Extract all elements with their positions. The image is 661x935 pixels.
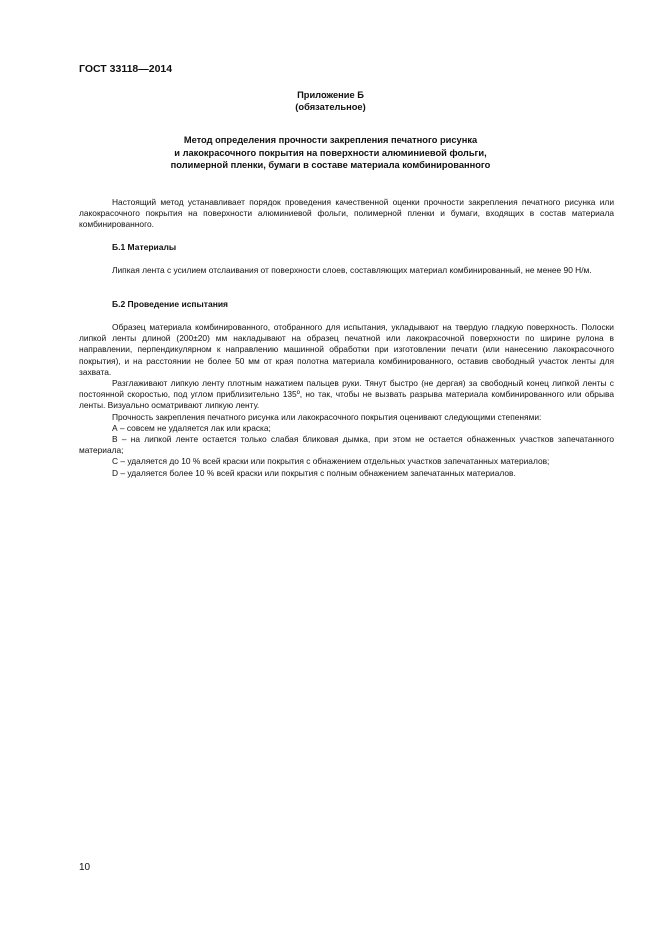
- annex-status: (обязательное): [295, 102, 366, 112]
- section-1-body: [79, 265, 614, 276]
- section-2-paragraph-1: Образец материала комбинированного, отобранного для испытания, укладывают на твердую гладкую поверхность. Полоски липкой ленты длиной (200±20) мм накладывают на образец печатной или лакокрасочной поверхности по ширине рулона в направлении, перпендикулярном к направлению машинной обработки при изготовлении печати (или нанесению лакокрасочного покрытия), и на расстоянии не более 50 мм от края полотна материала комбинированного, оставив свободный участок ленты для захвата.: [79, 322, 614, 377]
- section-2-paragraph-3: Прочность закрепления печатного рисунка или лакокрасочного покрытия оценивают следующими степенями:: [112, 411, 542, 422]
- section-2-heading: Б.2 Проведение испытания: [112, 299, 229, 309]
- document-header: ГОСТ 33118—2014: [79, 63, 173, 75]
- grade-d: D – удаляется более 10 % всей краски или покрытия с полным обнажением запечатанных материалов.: [112, 467, 516, 478]
- title-line-2: и лакокрасочного покрытия на поверхности алюминиевой фольги,: [174, 147, 487, 158]
- annex-heading: [0, 89, 661, 113]
- section-2-paragraph-2: Разглаживают липкую ленту плотным нажатием пальцев руки. Тянут быстро (не дергая) за свободный конец липкой ленты с постоянной скоростью, под углом приблизительно 135º, но так, чтобы не вызвать разрыва материала комбинированного или обрыва ленты. Визуально осматривают липкую ленту.: [79, 378, 614, 411]
- grade-c: С – удаляется до 10 % всей краски или покрытия с обнажением отдельных участков запечатанных материалов;: [112, 456, 550, 467]
- method-title: [0, 134, 661, 172]
- annex-label: Приложение Б: [297, 90, 364, 100]
- title-line-1: Метод определения прочности закрепления печатного рисунка: [183, 135, 478, 145]
- page-number: 10: [79, 862, 91, 873]
- section-2-body: [79, 322, 614, 479]
- section-1-paragraph: Липкая лента с усилием отслаивания от поверхности слоев, составляющих материал комбинированный, не менее 90 Н/м.: [112, 265, 592, 275]
- grade-b: В – на липкой ленте остается только слабая бликовая дымка, при этом не остается обнаженных участков запечатанного материала;: [79, 434, 614, 456]
- section-1-heading: Б.1 Материалы: [112, 242, 177, 252]
- intro-block: [79, 197, 614, 231]
- grade-a: А – совсем не удаляется лак или краска;: [112, 422, 271, 433]
- title-line-3: полимерной пленки, бумаги в составе материала комбинированного: [170, 160, 491, 170]
- intro-paragraph: Настоящий метод устанавливает порядок проведения качественной оценки прочности закрепления печатного рисунка или лакокрасочного покрытия на поверхности алюминиевой фольги, полимерной пленки и бумаги, входящих в состав материала комбинированного.: [79, 197, 614, 230]
